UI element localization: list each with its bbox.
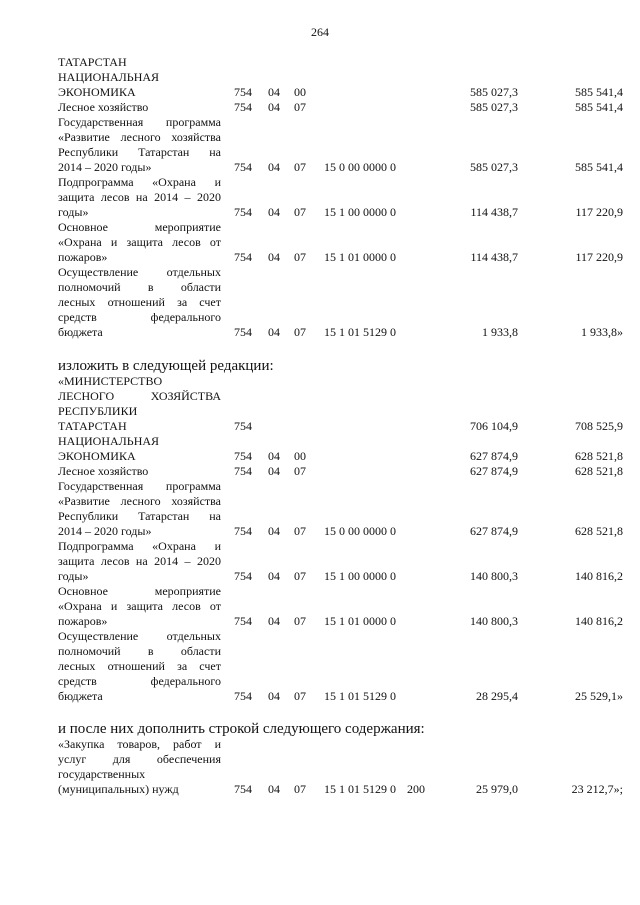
section-code: 04 <box>268 250 280 264</box>
subsection-code: 00 <box>294 85 306 99</box>
table-row <box>58 100 623 115</box>
ministry-code: 754 <box>234 449 252 463</box>
row-name-line: «Закупка товаров, работ и <box>58 737 221 751</box>
row-name-line: годы» <box>58 205 89 219</box>
instruction-replace: изложить в следующей редакции: <box>58 358 274 374</box>
amount-year-2: 585 541,4 <box>575 160 623 174</box>
budget-table-new <box>58 374 623 704</box>
row-name-line: ЛЕСНОГО ХОЗЯЙСТВА <box>58 389 221 403</box>
ministry-code: 754 <box>234 250 252 264</box>
subsection-code: 07 <box>294 100 306 114</box>
row-name-line: полномочий в области <box>58 644 221 658</box>
instruction-append: и после них дополнить строкой следующего содержания: <box>58 721 425 737</box>
row-name-line: Республики Татарстан на <box>58 145 221 159</box>
amount-year-1: 140 800,3 <box>470 614 518 628</box>
table-row <box>58 539 623 584</box>
amount-year-1: 585 027,3 <box>470 160 518 174</box>
row-name-line: «Охрана и защита лесов от <box>58 599 221 613</box>
section-code: 04 <box>268 449 280 463</box>
target-article-code: 15 0 00 0000 0 <box>324 160 396 174</box>
row-name-line: средств федерального <box>58 674 221 688</box>
ministry-code: 754 <box>234 614 252 628</box>
row-name-line: Лесное хозяйство <box>58 464 149 478</box>
section-code: 04 <box>268 160 280 174</box>
amount-year-2: 23 212,7»; <box>571 782 623 796</box>
row-name-line: Государственная программа <box>58 479 221 493</box>
row-name-line: «МИНИСТЕРСТВО <box>58 374 163 388</box>
ministry-code: 754 <box>234 100 252 114</box>
row-name-line: пожаров» <box>58 250 108 264</box>
ministry-code: 754 <box>234 782 252 796</box>
table-row <box>58 175 623 220</box>
subsection-code: 07 <box>294 325 306 339</box>
amount-year-1: 140 800,3 <box>470 569 518 583</box>
amount-year-2: 117 220,9 <box>575 205 623 219</box>
section-code: 04 <box>268 325 280 339</box>
subsection-code: 07 <box>294 464 306 478</box>
row-name-line: «Охрана и защита лесов от <box>58 235 221 249</box>
amount-year-1: 627 874,9 <box>470 449 518 463</box>
row-name-line: Основное мероприятие <box>58 584 221 598</box>
row-name-line: ТАТАРСТАН <box>58 55 127 69</box>
row-name-line: ТАТАРСТАН <box>58 419 127 433</box>
ministry-code: 754 <box>234 689 252 703</box>
amount-year-1: 114 438,7 <box>470 250 518 264</box>
row-name-line: Основное мероприятие <box>58 220 221 234</box>
section-code: 04 <box>268 85 280 99</box>
target-article-code: 15 1 01 5129 0 <box>324 689 396 703</box>
ministry-code: 754 <box>234 569 252 583</box>
section-code: 04 <box>268 782 280 796</box>
target-article-code: 15 1 00 0000 0 <box>324 569 396 583</box>
amount-year-1: 1 933,8 <box>482 325 518 339</box>
row-name-line: Осуществление отдельных <box>58 629 221 643</box>
ministry-code: 754 <box>234 464 252 478</box>
table-row <box>58 629 623 704</box>
section-code: 04 <box>268 464 280 478</box>
ministry-code: 754 <box>234 85 252 99</box>
amount-year-2: 628 521,8 <box>575 449 623 463</box>
amount-year-1: 25 979,0 <box>476 782 518 796</box>
row-name-line: НАЦИОНАЛЬНАЯ <box>58 70 160 84</box>
target-article-code: 15 1 01 5129 0 <box>324 782 396 796</box>
subsection-code: 07 <box>294 689 306 703</box>
ministry-code: 754 <box>234 205 252 219</box>
amount-year-1: 114 438,7 <box>470 205 518 219</box>
ministry-code: 754 <box>234 419 252 433</box>
amount-year-2: 25 529,1» <box>575 689 623 703</box>
page-number: 264 <box>311 25 329 39</box>
target-article-code: 15 1 01 0000 0 <box>324 614 396 628</box>
ministry-code: 754 <box>234 160 252 174</box>
amount-year-1: 627 874,9 <box>470 524 518 538</box>
table-row <box>58 479 623 539</box>
subsection-code: 07 <box>294 250 306 264</box>
amount-year-1: 585 027,3 <box>470 100 518 114</box>
subsection-code: 07 <box>294 782 306 796</box>
row-name-line: 2014 – 2020 годы» <box>58 160 152 174</box>
row-name-line: НАЦИОНАЛЬНАЯ <box>58 434 160 448</box>
budget-table-old <box>58 55 623 340</box>
row-name-line: защита лесов на 2014 – 2020 <box>58 554 221 568</box>
amount-year-1: 28 295,4 <box>476 689 518 703</box>
amount-year-1: 627 874,9 <box>470 464 518 478</box>
target-article-code: 15 0 00 0000 0 <box>324 524 396 538</box>
amount-year-2: 585 541,4 <box>575 100 623 114</box>
section-code: 04 <box>268 100 280 114</box>
row-name-line: «Развитие лесного хозяйства <box>58 130 221 144</box>
table-row <box>58 220 623 265</box>
row-name-line: «Развитие лесного хозяйства <box>58 494 221 508</box>
row-name-line: ЭКОНОМИКА <box>58 85 136 99</box>
section-code: 04 <box>268 614 280 628</box>
amount-year-2: 1 933,8» <box>581 325 623 339</box>
section-code: 04 <box>268 569 280 583</box>
table-row <box>58 265 623 340</box>
subsection-code: 00 <box>294 449 306 463</box>
row-name-line: защита лесов на 2014 – 2020 <box>58 190 221 204</box>
row-name-line: Подпрограмма «Охрана и <box>58 175 221 189</box>
ministry-code: 754 <box>234 325 252 339</box>
row-name-line: услуг для обеспечения <box>58 752 221 766</box>
row-name-line: бюджета <box>58 325 103 339</box>
table-row <box>58 737 623 797</box>
row-name-line: лесных отношений за счет <box>58 295 221 309</box>
table-row <box>58 434 623 464</box>
row-name-line: 2014 – 2020 годы» <box>58 524 152 538</box>
table-row <box>58 115 623 175</box>
row-name-line: средств федерального <box>58 310 221 324</box>
row-name-line: ЭКОНОМИКА <box>58 449 136 463</box>
row-name-line: Республики Татарстан на <box>58 509 221 523</box>
table-row <box>58 464 623 479</box>
target-article-code: 15 1 01 0000 0 <box>324 250 396 264</box>
row-name-line: Подпрограмма «Охрана и <box>58 539 221 553</box>
row-name-line: Государственная программа <box>58 115 221 129</box>
amount-year-2: 585 541,4 <box>575 85 623 99</box>
section-code: 04 <box>268 205 280 219</box>
row-name-line: бюджета <box>58 689 103 703</box>
row-name-line: лесных отношений за счет <box>58 659 221 673</box>
row-name-line: Осуществление отдельных <box>58 265 221 279</box>
row-name-line: Лесное хозяйство <box>58 100 149 114</box>
section-code: 04 <box>268 689 280 703</box>
row-name-line: государственных <box>58 767 146 781</box>
ministry-code: 754 <box>234 524 252 538</box>
subsection-code: 07 <box>294 569 306 583</box>
row-name-line: полномочий в области <box>58 280 221 294</box>
amount-year-2: 628 521,8 <box>575 524 623 538</box>
row-name-line: (муниципальных) нужд <box>58 782 179 796</box>
row-name-line: годы» <box>58 569 89 583</box>
amount-year-1: 706 104,9 <box>470 419 518 433</box>
table-row <box>58 374 623 434</box>
table-row <box>58 55 623 100</box>
amount-year-2: 140 816,2 <box>575 569 623 583</box>
target-article-code: 15 1 01 5129 0 <box>324 325 396 339</box>
row-name-line: РЕСПУБЛИКИ <box>58 404 138 418</box>
subsection-code: 07 <box>294 160 306 174</box>
expense-type-code: 200 <box>407 782 425 796</box>
amount-year-2: 117 220,9 <box>575 250 623 264</box>
subsection-code: 07 <box>294 614 306 628</box>
target-article-code: 15 1 00 0000 0 <box>324 205 396 219</box>
subsection-code: 07 <box>294 205 306 219</box>
subsection-code: 07 <box>294 524 306 538</box>
amount-year-2: 628 521,8 <box>575 464 623 478</box>
amount-year-2: 140 816,2 <box>575 614 623 628</box>
amount-year-1: 585 027,3 <box>470 85 518 99</box>
section-code: 04 <box>268 524 280 538</box>
amount-year-2: 708 525,9 <box>575 419 623 433</box>
row-name-line: пожаров» <box>58 614 108 628</box>
budget-table-append <box>58 737 623 797</box>
table-row <box>58 584 623 629</box>
